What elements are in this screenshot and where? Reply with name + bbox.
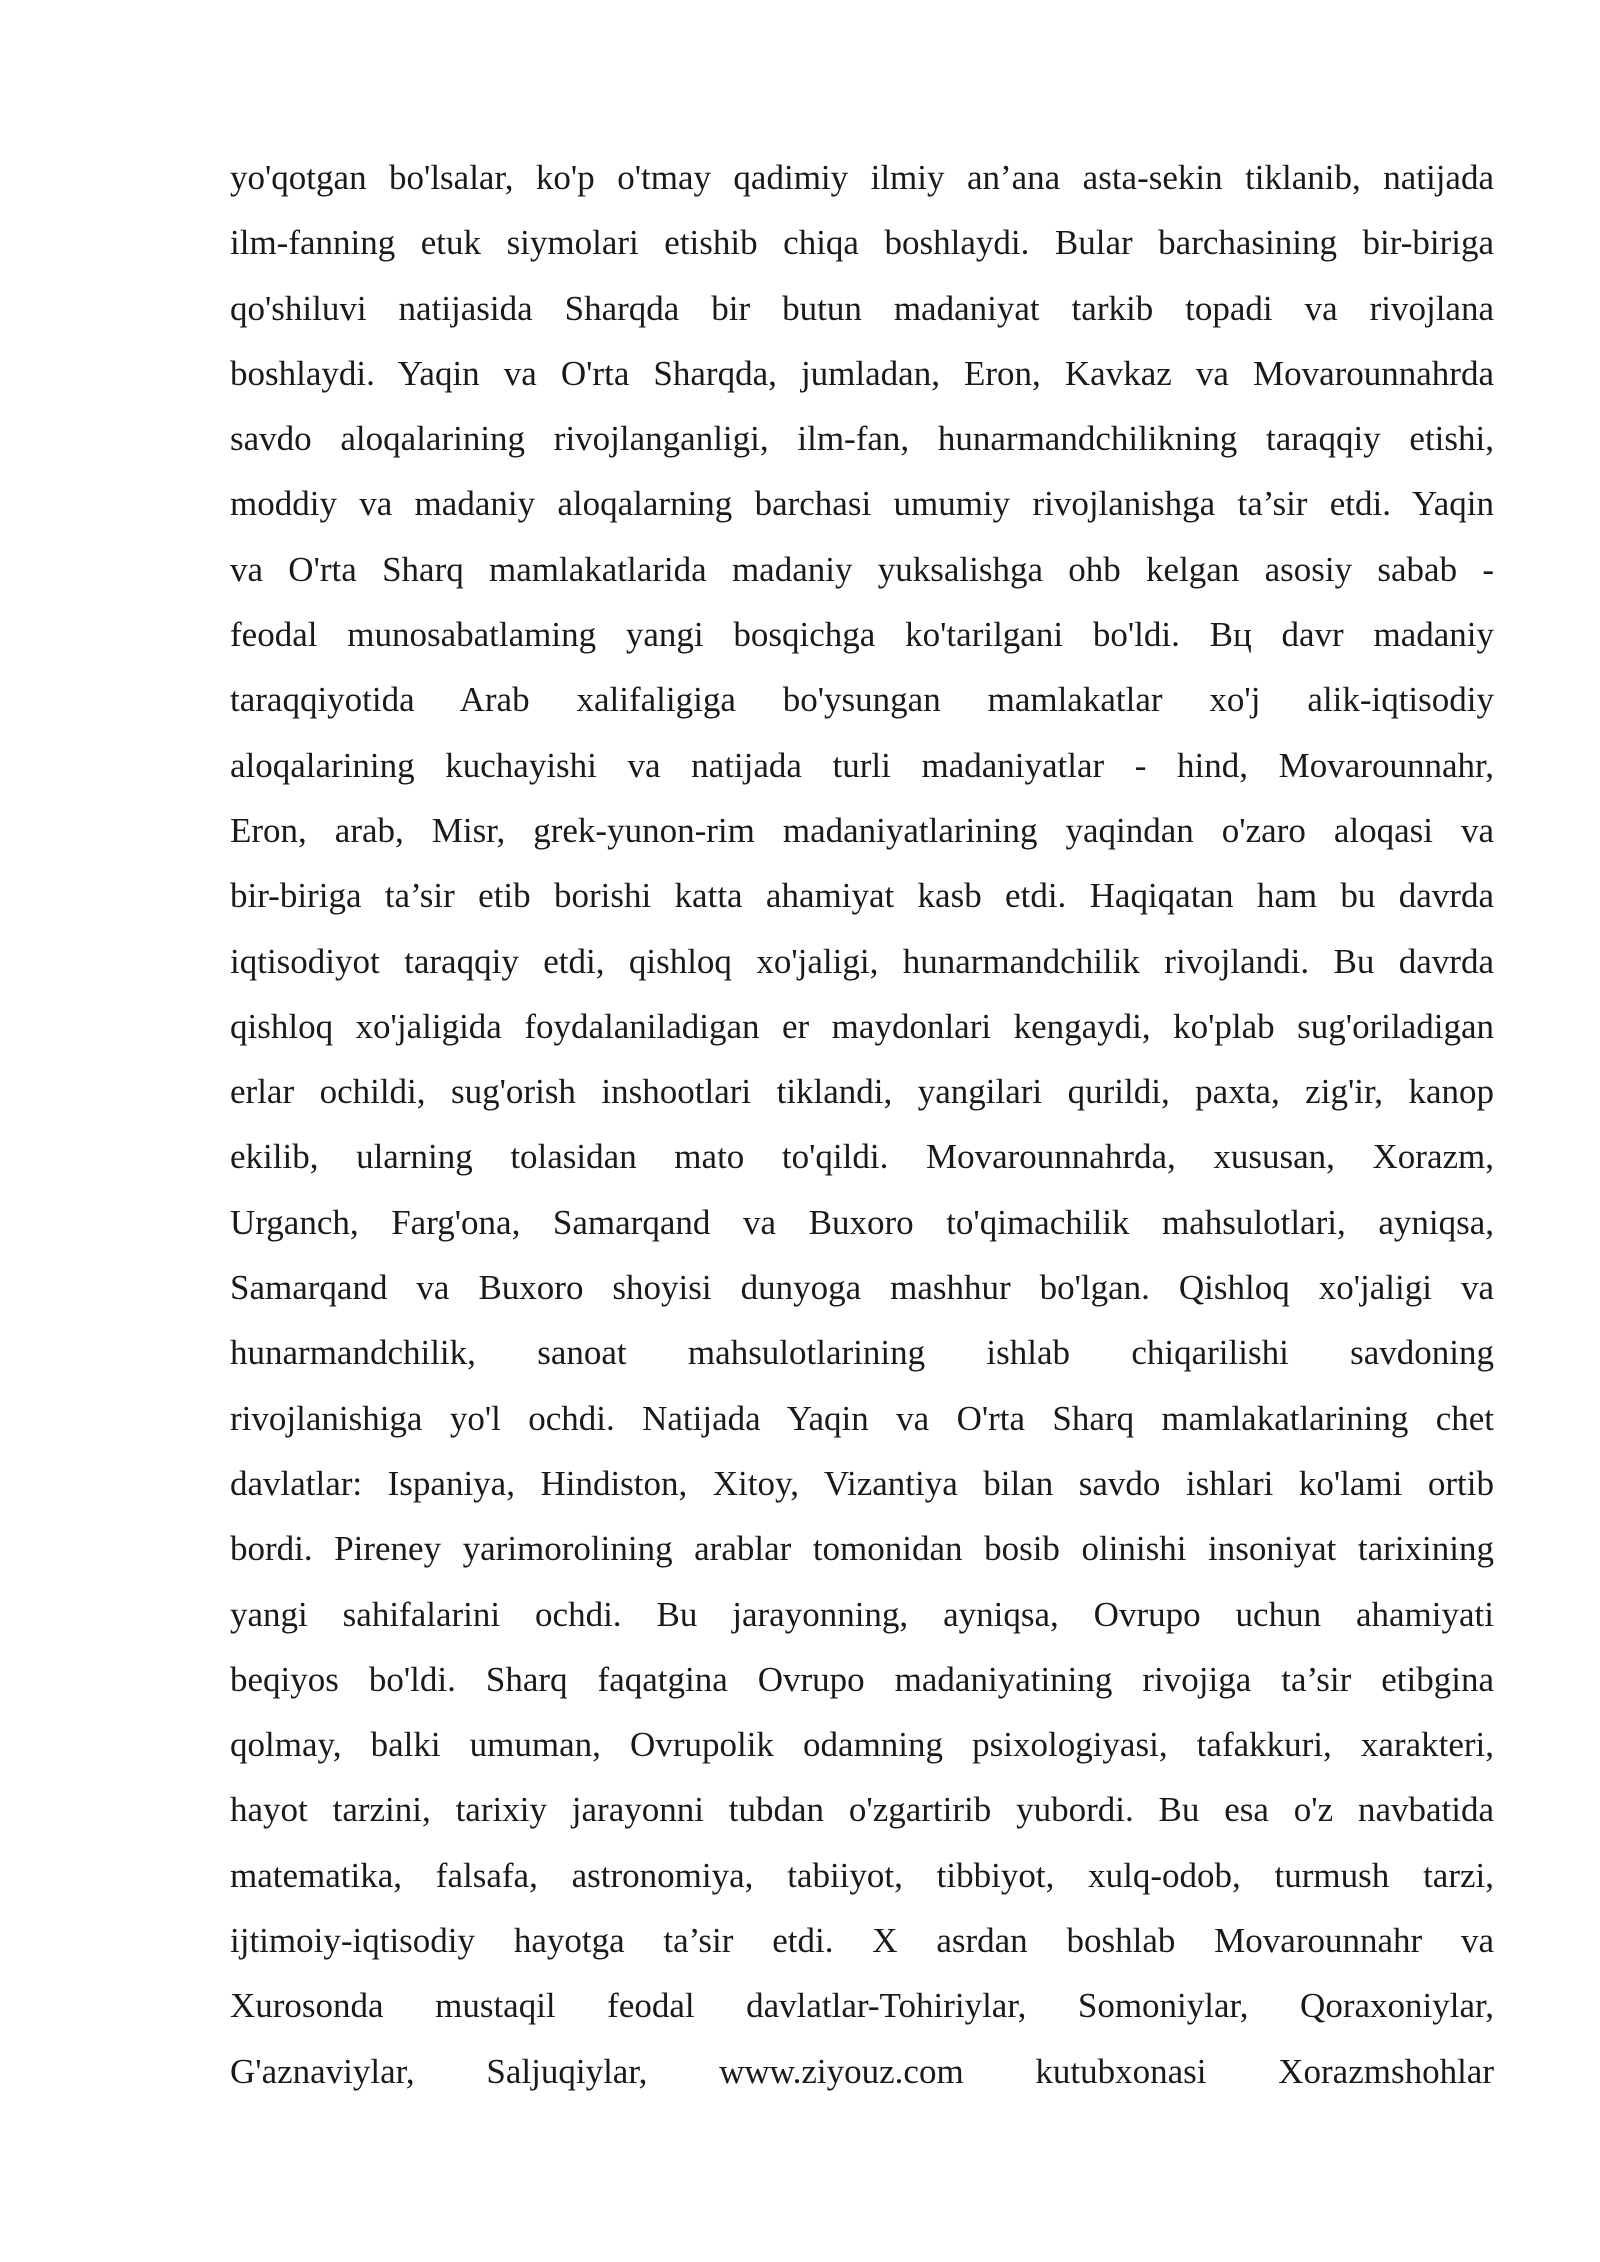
text-line: Samarqand va Buxoro shoyisi dunyoga mashhur bo'lgan. Qishloq xo'jaligi va — [230, 1268, 1494, 1308]
text-line: hunarmandchilik, sanoat mahsulotlarining ishlab chiqarilishi savdoning — [230, 1333, 1494, 1373]
text-line: qo'shiluvi natijasida Sharqda bir butun madaniyat tarkib topadi va rivojlana — [230, 288, 1494, 328]
text-line: matematika, falsafa, astronomiya, tabiiyot, tibbiyot, xulq-odob, turmush tarzi, — [230, 1855, 1494, 1895]
text-line: bir-biriga ta’sir etib borishi katta ahamiyat kasb etdi. Haqiqatan ham bu davrda — [230, 876, 1494, 916]
text-line: iqtisodiyot taraqqiy etdi, qishloq xo'jaligi, hunarmandchilik rivojlandi. Bu davrda — [230, 941, 1494, 981]
text-line: aloqalarining kuchayishi va natijada turli madaniyatlar - hind, Movarounnahr, — [230, 745, 1494, 785]
text-line: erlar ochildi, sug'orish inshootlari tiklandi, yangilari qurildi, paxta, zig'ir, kanop — [230, 1072, 1494, 1112]
text-line: Urganch, Farg'ona, Samarqand va Buxoro to'qimachilik mahsulotlari, ayniqsa, — [230, 1202, 1494, 1242]
text-line: feodal munosabatlaming yangi bosqichga ko'tarilgani bo'ldi. Bц davr madaniy — [230, 615, 1494, 655]
text-line: yo'qotgan bo'lsalar, ko'p o'tmay qadimiy ilmiy an’ana asta-sekin tiklanib, natijada — [230, 158, 1494, 197]
text-line: moddiy va madaniy aloqalarning barchasi umumiy rivojlanishga ta’sir etdi. Yaqin — [230, 484, 1494, 524]
text-line: qishloq xo'jaligida foydalaniladigan er maydonlari kengaydi, ko'plab sug'oriladigan — [230, 1006, 1494, 1046]
text-line: boshlaydi. Yaqin va O'rta Sharqda, jumladan, Eron, Kavkaz va Movarounnahrda — [230, 353, 1494, 393]
text-line: bordi. Pireney yarimorolining arablar tomonidan bosib olinishi insoniyat tarixining — [230, 1529, 1494, 1569]
text-line: savdo aloqalarining rivojlanganligi, ilm-fan, hunarmandchilikning taraqqiy etishi, — [230, 419, 1494, 459]
text-line: qolmay, balki umuman, Ovrupolik odamning psixologiyasi, tafakkuri, xarakteri, — [230, 1725, 1494, 1765]
text-line: ekilib, ularning tolasidan mato to'qildi. Movarounnahrda, xususan, Xorazm, — [230, 1137, 1494, 1177]
text-line: G'aznaviylar, Saljuqiylar, www.ziyouz.com kutubxonasi Xorazmshohlar — [230, 2051, 1494, 2091]
text-line: hayot tarzini, tarixiy jarayonni tubdan o'zgartirib yubordi. Bu esa o'z navbatida — [230, 1790, 1494, 1830]
body-paragraph — [230, 150, 1494, 2109]
text-line: rivojlanishiga yo'l ochdi. Natijada Yaqin va O'rta Sharq mamlakatlarining chet — [230, 1398, 1494, 1438]
text-line: taraqqiyotida Arab xalifaligiga bo'ysungan mamlakatlar xo'j alik-iqtisodiy — [230, 680, 1494, 720]
text-line: va O'rta Sharq mamlakatlarida madaniy yuksalishga ohb kelgan asosiy sabab - — [230, 549, 1494, 589]
text-line: ijtimoiy-iqtisodiy hayotga ta’sir etdi. X asrdan boshlab Movarounnahr va — [230, 1921, 1494, 1961]
text-line: ilm-fanning etuk siymolari etishib chiqa boshlaydi. Bular barchasining bir-biriga — [230, 223, 1494, 263]
text-line: Xurosonda mustaqil feodal davlatlar-Tohiriylar, Somoniylar, Qoraxoniylar, — [230, 1986, 1494, 2026]
text-line: beqiyos bo'ldi. Sharq faqatgina Ovrupo madaniyatining rivojiga ta’sir etibgina — [230, 1659, 1494, 1699]
text-line: Eron, arab, Misr, grek-yunon-rim madaniyatlarining yaqindan o'zaro aloqasi va — [230, 810, 1494, 850]
text-line: davlatlar: Ispaniya, Hindiston, Xitoy, Vizantiya bilan savdo ishlari ko'lami ortib — [230, 1463, 1494, 1503]
text-line: yangi sahifalarini ochdi. Bu jarayonning, ayniqsa, Ovrupo uchun ahamiyati — [230, 1594, 1494, 1634]
